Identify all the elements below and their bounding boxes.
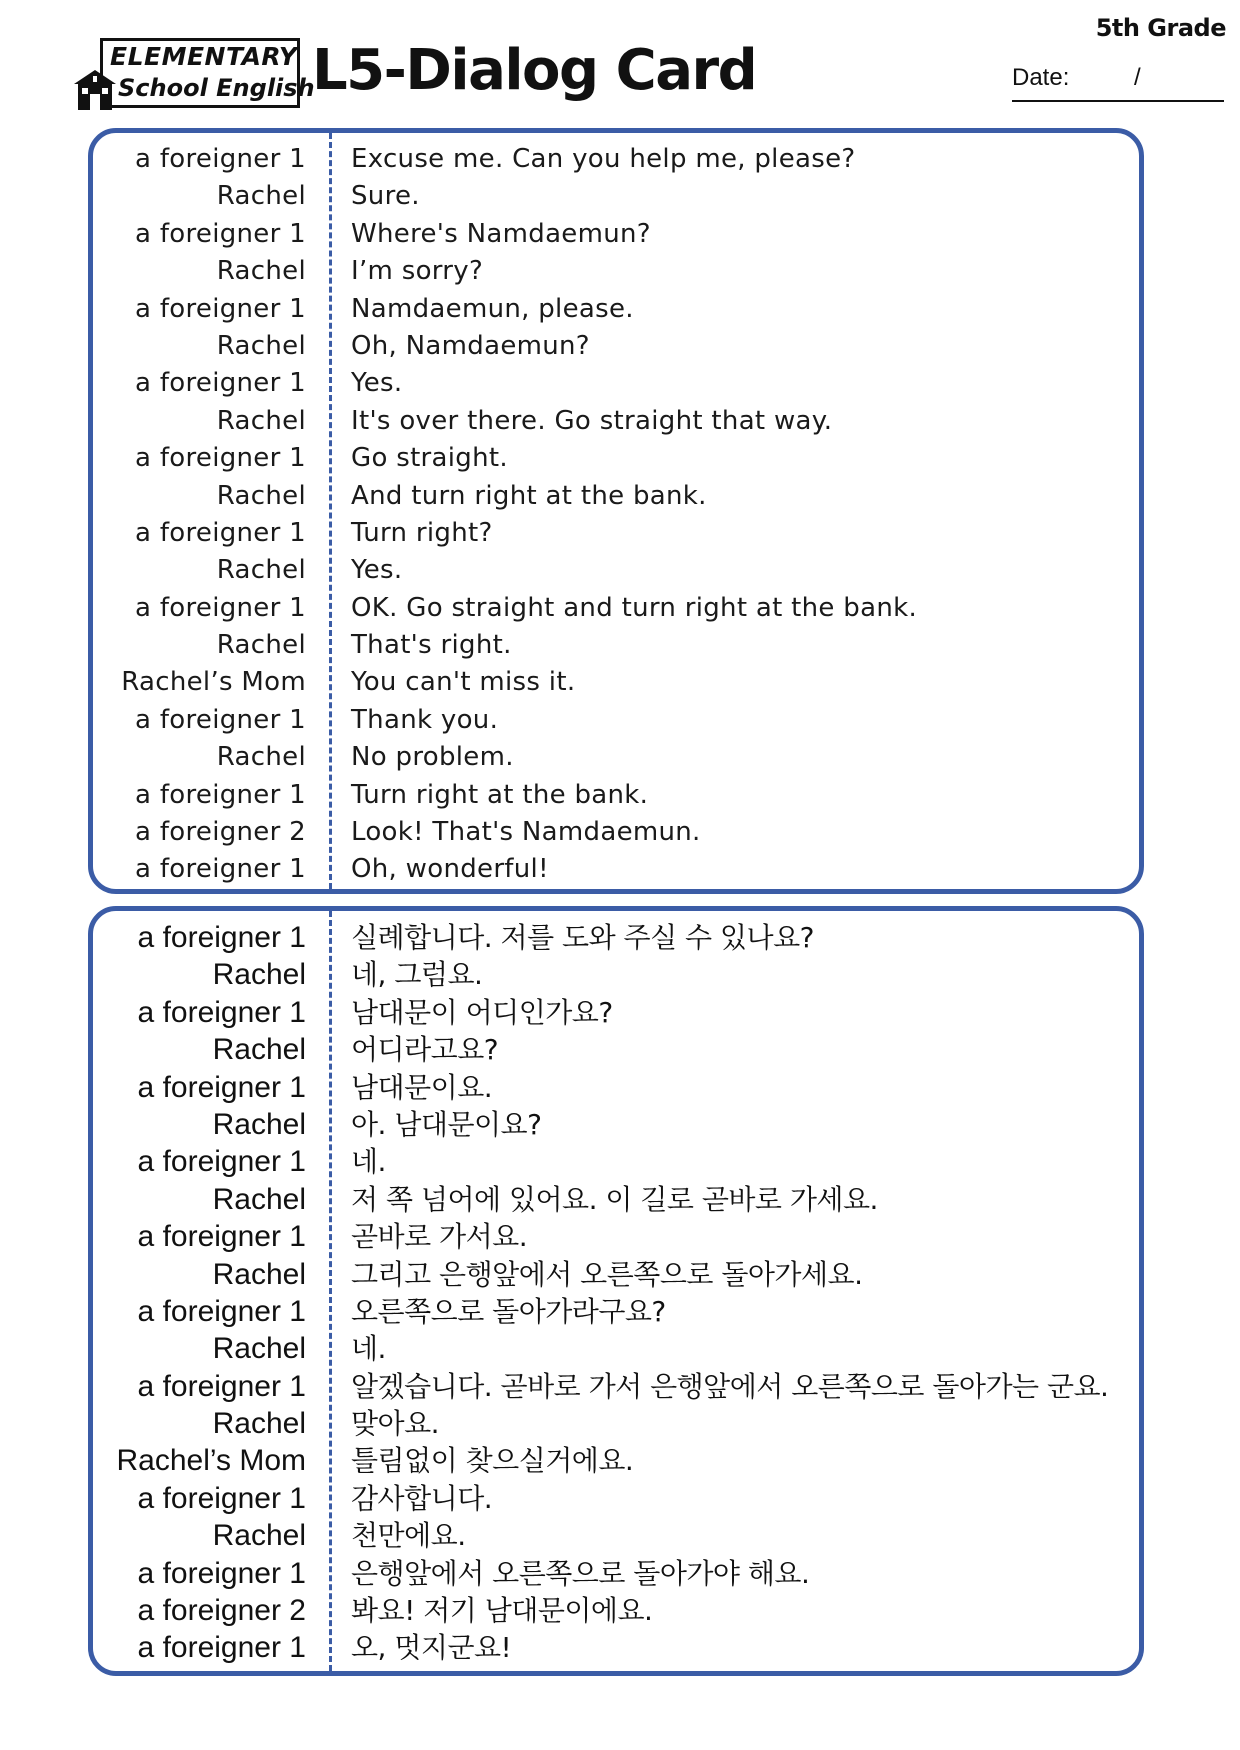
dialog-line: 아. 남대문이요? <box>351 1107 542 1141</box>
speaker-name: Rachel <box>212 1033 306 1067</box>
dialog-line: 실례합니다. 저를 도와 주실 수 있나요? <box>351 921 814 954</box>
school-house-icon <box>72 68 118 112</box>
dialog-line: 봐요! 저기 남대문이에요. <box>351 1594 653 1628</box>
dialog-row <box>93 919 1139 956</box>
speaker-name: a foreigner 1 <box>137 1294 306 1328</box>
dialog-row <box>93 1592 1139 1629</box>
dialog-line: 남대문이 어디인가요? <box>351 995 613 1029</box>
dialog-row <box>93 1330 1139 1367</box>
dialog-row <box>93 1181 1139 1218</box>
dialog-row <box>93 253 1139 290</box>
dialog-row <box>93 328 1139 365</box>
speaker-name: a foreigner 1 <box>135 704 306 735</box>
dialog-line: Namdaemun, please. <box>351 293 634 324</box>
dialog-line: No problem. <box>351 742 514 773</box>
dialog-line: That's right. <box>351 630 512 661</box>
dialog-line: Oh, wonderful! <box>351 854 549 885</box>
dialog-line: Excuse me. Can you help me, please? <box>351 144 856 174</box>
dialog-row <box>93 994 1139 1031</box>
dialog-row <box>93 403 1139 440</box>
dialog-row <box>93 1555 1139 1592</box>
speaker-name: a foreigner 1 <box>135 779 306 810</box>
korean-dialog-card <box>88 906 1144 1676</box>
grade-label: 5th Grade <box>1095 14 1226 42</box>
dialog-row <box>93 1218 1139 1255</box>
dialog-line: Look! That's Namdaemun. <box>351 817 701 848</box>
dialog-row <box>93 1629 1139 1666</box>
dialog-row <box>93 1069 1139 1106</box>
dialog-line: 오, 멋지군요! <box>351 1631 512 1665</box>
speaker-name: Rachel <box>216 330 306 361</box>
dialog-line: Turn right at the bank. <box>351 779 649 810</box>
speaker-name: Rachel <box>212 1519 306 1553</box>
dialog-row <box>93 216 1139 253</box>
dialog-line: 감사합니다. <box>351 1481 493 1515</box>
dialog-line: Thank you. <box>351 704 499 735</box>
dialog-row <box>93 1293 1139 1330</box>
dialog-line: Sure. <box>351 181 420 212</box>
logo-text-elementary: ELEMENTARY <box>110 42 298 71</box>
speaker-name: Rachel’s Mom <box>121 667 306 698</box>
dialog-line: Oh, Namdaemun? <box>351 330 590 361</box>
dialog-line: 알겠습니다. 곧바로 가서 은행앞에서 오른쪽으로 돌아가는 군요. <box>351 1369 1109 1403</box>
english-dialog-card <box>88 128 1144 894</box>
dialog-line: Yes. <box>351 555 403 586</box>
dialog-line: Yes. <box>351 368 403 399</box>
dialog-line: 은행앞에서 오른쪽으로 돌아가야 해요. <box>351 1556 810 1590</box>
dialog-line: And turn right at the bank. <box>351 480 707 511</box>
dialog-row <box>93 440 1139 477</box>
speaker-name: a foreigner 2 <box>135 817 306 848</box>
speaker-name: a foreigner 1 <box>137 921 306 954</box>
speaker-name: Rachel <box>216 405 306 436</box>
speaker-name: a foreigner 1 <box>135 443 306 474</box>
dialog-row <box>93 552 1139 589</box>
speaker-name: a foreigner 1 <box>135 854 306 885</box>
speaker-name: Rachel <box>212 1332 306 1366</box>
dialog-row <box>93 590 1139 627</box>
speaker-name: a foreigner 1 <box>137 1631 306 1665</box>
dialog-line: 네. <box>351 1145 386 1179</box>
speaker-name: Rachel <box>216 256 306 287</box>
dialog-row <box>93 1106 1139 1143</box>
dialog-row <box>93 1256 1139 1293</box>
dialog-line: You can't miss it. <box>351 667 576 698</box>
speaker-name: Rachel <box>216 480 306 511</box>
dialog-row <box>93 291 1139 328</box>
dialog-row <box>93 1517 1139 1554</box>
date-separator: / <box>1134 64 1141 91</box>
speaker-name: Rachel <box>212 1407 306 1441</box>
speaker-name: a foreigner 1 <box>137 995 306 1029</box>
dialog-line: 틀림없이 찾으실거에요. <box>351 1444 634 1478</box>
speaker-name: a foreigner 1 <box>137 1556 306 1590</box>
speaker-name: Rachel’s Mom <box>116 1444 306 1478</box>
dialog-row <box>93 664 1139 701</box>
dialog-line: 그리고 은행앞에서 오른쪽으로 돌아가세요. <box>351 1257 863 1291</box>
school-logo <box>72 36 315 112</box>
dialog-row <box>93 1031 1139 1068</box>
dialog-line: 천만에요. <box>351 1519 466 1553</box>
dialog-line: 맞아요. <box>351 1407 440 1441</box>
dialog-line: Turn right? <box>351 517 493 548</box>
speaker-name: Rachel <box>216 181 306 212</box>
logo-text-school-english: School English <box>118 74 315 102</box>
speaker-name: Rachel <box>212 1257 306 1291</box>
date-label: Date: <box>1012 64 1070 91</box>
speaker-name: a foreigner 1 <box>135 293 306 324</box>
speaker-name: a foreigner 1 <box>135 218 306 249</box>
speaker-name: a foreigner 1 <box>135 592 306 623</box>
dialog-line: Go straight. <box>351 443 508 474</box>
dialog-row <box>93 777 1139 814</box>
dialog-row <box>93 627 1139 664</box>
dialog-line: It's over there. Go straight that way. <box>351 405 833 436</box>
speaker-name: a foreigner 1 <box>137 1145 306 1179</box>
dialog-row <box>93 478 1139 515</box>
dialog-row <box>93 515 1139 552</box>
speaker-name: a foreigner 1 <box>135 517 306 548</box>
dialog-row <box>93 1442 1139 1479</box>
dialog-line: OK. Go straight and turn right at the bank. <box>351 592 918 623</box>
speaker-name: a foreigner 1 <box>135 368 306 399</box>
date-field[interactable] <box>1012 64 1224 102</box>
korean-dialog-list <box>93 919 1139 1667</box>
dialog-row <box>93 141 1139 178</box>
speaker-name: a foreigner 2 <box>137 1594 306 1628</box>
speaker-name: Rachel <box>212 1107 306 1141</box>
speaker-name: Rachel <box>216 742 306 773</box>
speaker-name: Rachel <box>216 555 306 586</box>
dialog-line: 곧바로 가서요. <box>351 1220 528 1254</box>
dialog-row <box>93 1143 1139 1180</box>
dialog-line: 네. <box>351 1332 386 1366</box>
dialog-row <box>93 702 1139 739</box>
speaker-name: a foreigner 1 <box>137 1070 306 1104</box>
dialog-line: 저 쪽 넘어에 있어요. 이 길로 곧바로 가세요. <box>351 1182 878 1216</box>
dialog-row <box>93 1405 1139 1442</box>
speaker-name: Rachel <box>212 1182 306 1216</box>
dialog-row <box>93 814 1139 851</box>
dialog-row <box>93 851 1139 888</box>
dialog-line: 남대문이요. <box>351 1070 493 1104</box>
dialog-row <box>93 1368 1139 1405</box>
speaker-name: a foreigner 1 <box>135 144 306 174</box>
speaker-name: Rachel <box>216 630 306 661</box>
speaker-name: a foreigner 1 <box>137 1369 306 1403</box>
dialog-row <box>93 365 1139 402</box>
dialog-line: 오른쪽으로 돌아가라구요? <box>351 1294 666 1328</box>
dialog-line: Where's Namdaemun? <box>351 218 651 249</box>
dialog-row <box>93 178 1139 215</box>
dialog-line: 네, 그럼요. <box>351 958 483 992</box>
dialog-row <box>93 739 1139 776</box>
speaker-name: a foreigner 1 <box>137 1481 306 1515</box>
dialog-row <box>93 1480 1139 1517</box>
speaker-name: a foreigner 1 <box>137 1220 306 1254</box>
dialog-row <box>93 956 1139 993</box>
dialog-line: I’m sorry? <box>351 256 484 287</box>
dialog-line: 어디라고요? <box>351 1033 499 1067</box>
page-header <box>0 0 1240 120</box>
english-dialog-list <box>93 141 1139 889</box>
speaker-name: Rachel <box>212 958 306 992</box>
page-title: L5-Dialog Card <box>312 38 757 103</box>
